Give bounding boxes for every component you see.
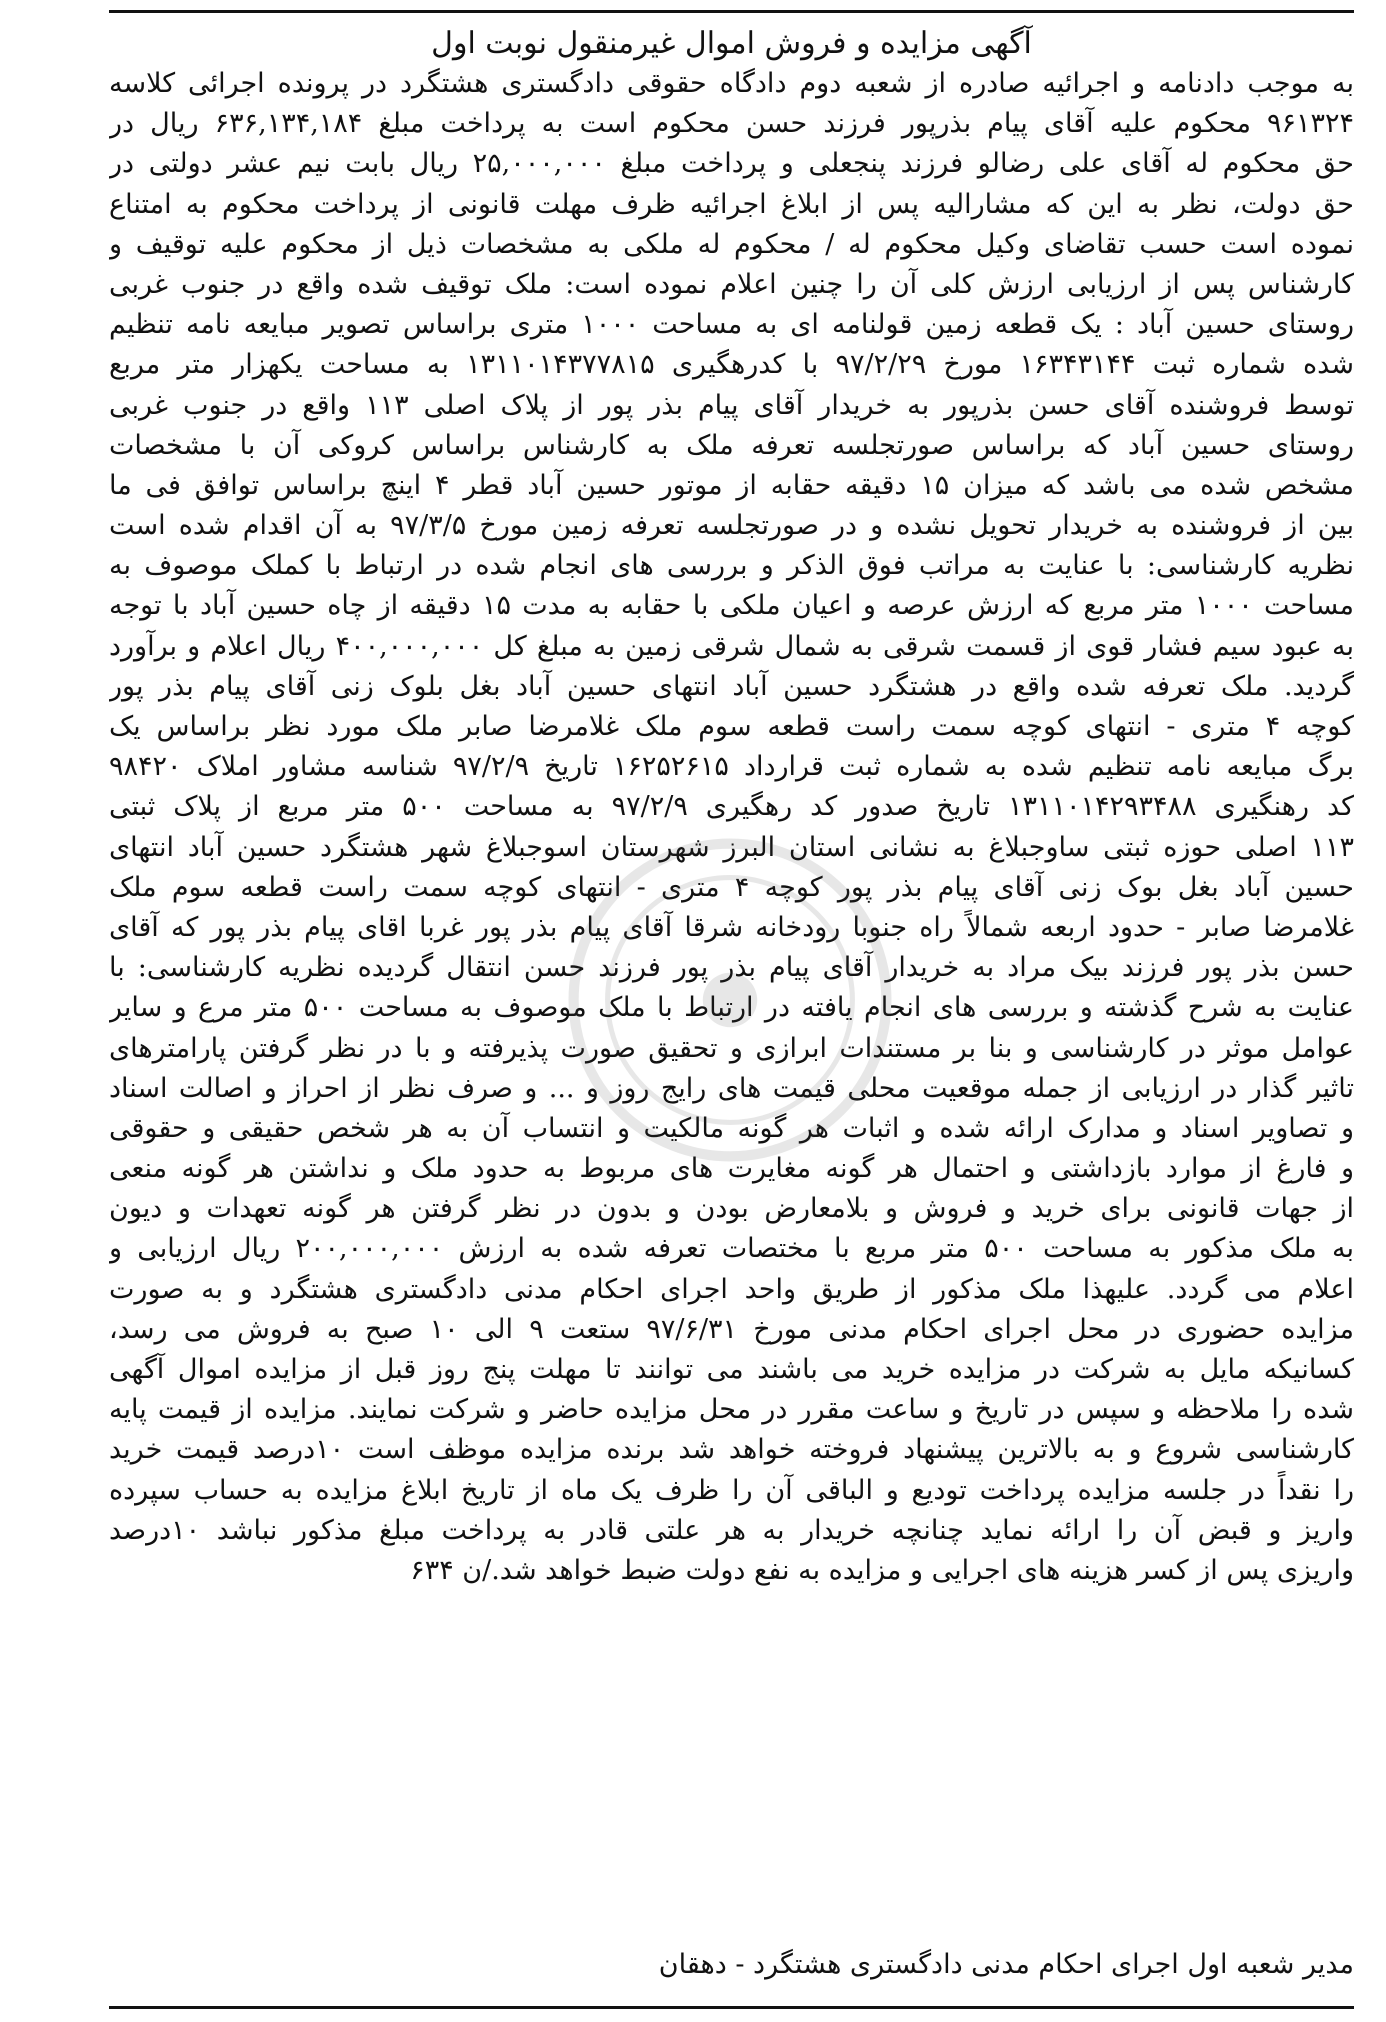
notice-line: غلامرضا صابر - حدود اربعه شمالاً راه جنوبا رودخانه شرقا آقای پیام بذر پور غربا اقای پیام بذر پور که آقای — [109, 911, 1354, 943]
notice-line: ۹۶۱۳۲۴ محکوم علیه آقای پیام بذرپور فرزند حسن محکوم است به پرداخت مبلغ ۶۳۶,۱۳۴,۱۸۴ ریال در — [109, 108, 1354, 140]
notice-body — [109, 64, 1354, 1591]
notice-line: مساحت ۱۰۰۰ متر مربع که ارزش عرصه و اعیان ملکی با حقابه به مدت ۱۵ دقیقه از چاه حسین آباد با توجه — [109, 590, 1354, 622]
notice-line: بین از فروشنده به خریدار تحویل نشده و در صورتجلسه تعرفه زمین مورخ ۹۷/۳/۵ به آن اقدام شده است — [109, 510, 1354, 542]
notice-title: آگهی مزایده و فروش اموال غیرمنقول نوبت اول — [431, 26, 1032, 61]
notice-line: توسط فروشنده آقای حسن بذرپور به خریدار آقای پیام بذر پور از پلاک اصلی ۱۱۳ واقع در جنوب غربی — [109, 389, 1354, 421]
notice-line: روستای حسین آباد که براساس صورتجلسه تعرفه ملک به کارشناس براساس کروکی آن با مشخصات — [109, 429, 1354, 461]
notice-line: حق محکوم له آقای علی رضالو فرزند پنجعلی و پرداخت مبلغ ۲۵,۰۰۰,۰۰۰ ریال بابت نیم عشر دولتی در — [109, 148, 1354, 180]
notice-line: کارشناسی شروع و به بالاترین پیشنهاد فروخته خواهد شد برنده مزایده موظف است ۱۰درصد قیمت خرید — [109, 1434, 1354, 1466]
bottom-rule — [109, 2006, 1354, 2009]
notice-line: نموده است حسب تقاضای وکیل محکوم له / محکوم له ملکی به مشخصات ذیل از محکوم علیه توقیف و — [109, 228, 1354, 260]
notice-line: حق دولت، نظر به این که مشارالیه پس از ابلاغ اجرائیه ظرف مهلت قانونی از پرداخت محکوم به امتناع — [109, 188, 1354, 220]
notice-line: به عبود سیم فشار قوی از قسمت شرقی به شمال شرقی زمین به مبلغ کل ۴۰۰,۰۰۰,۰۰۰ ریال اعلام و برآورد — [109, 630, 1354, 662]
auction-notice — [109, 0, 1354, 2022]
notice-line: حسین آباد بغل بوک زنی آقای پیام بذر پور کوچه ۴ متری - انتهای کوچه سمت راست قطعه سوم ملک — [109, 871, 1354, 903]
notice-line: کارشناس پس از ارزیابی ارزش کلی آن را چنین اعلام نموده است: ملک توقیف شده واقع در جنوب غربی — [109, 268, 1354, 300]
notice-line: کسانیکه مایل به شرکت در مزایده خرید می باشند می توانند تا مهلت پنج روز قبل از مزایده اموال آگهی — [109, 1354, 1354, 1385]
notice-signature: مدیر شعبه اول اجرای احکام مدنی دادگستری هشتگرد - دهقان — [658, 1949, 1354, 1980]
notice-line: شده شماره ثبت ۱۶۳۴۳۱۴۴ مورخ ۹۷/۲/۲۹ با کدرهگیری ۱۳۱۱۰۱۴۳۷۷۸۱۵ به مساحت یکهزار متر مربع — [109, 349, 1354, 381]
notice-line: مشخص شده می باشد که میزان ۱۵ دقیقه حقابه از موتور حسین آباد قطر ۴ اینچ براساس توافق فی ما — [109, 469, 1354, 501]
notice-line: عوامل موثر در کارشناسی و بنا بر مستندات ابرازی و تحقیق صورت پذیرفته و با در نظر گرفتن پارامترهای — [109, 1032, 1354, 1064]
notice-line: برگ مبایعه نامه تنظیم شده به شماره ثبت قرارداد ۱۶۲۵۲۶۱۵ تاریخ ۹۷/۲/۹ شناسه مشاور املاک ۹۸۴۲۰ — [109, 751, 1354, 783]
notice-line: را نقداً در جلسه مزایده پرداخت تودیع و الباقی آن را ظرف یک ماه از تاریخ ابلاغ مزایده به حساب سپرده — [109, 1474, 1354, 1506]
notice-line: مزایده حضوری در محل اجرای احکام مدنی مورخ ۹۷/۶/۳۱ ستعت ۹ الی ۱۰ صبح به فروش می رسد، — [109, 1313, 1354, 1345]
notice-line: حسن بذر پور فرزند بیک مراد به خریدار آقای پیام بذر پور فرزند حسن انتقال گردیده نظریه کارشناسی: با — [109, 952, 1354, 984]
notice-line: عنایت به شرح گذشته و بررسی های انجام یافته در ارتباط با ملک موصوف به مساحت ۵۰۰ متر مرع و سایر — [109, 992, 1354, 1024]
notice-line: و تصاویر اسناد و مدارک ارائه شده و اثبات هر گونه مالکیت و انتساب آن به هر شخص حقیقی و حقوقی — [109, 1112, 1354, 1144]
notice-line: گردید. ملک تعرفه شده واقع در هشتگرد حسین آباد انتهای حسین آباد بغل بلوک زنی آقای پیام بذر پور — [109, 670, 1354, 702]
notice-line: واریزی پس از کسر هزینه های اجرایی و مزایده به نفع دولت ضبط خواهد شد./ن ۶۳۴ — [410, 1554, 1354, 1586]
top-rule — [109, 10, 1354, 13]
notice-line: ۱۱۳ اصلی حوزه ثبتی ساوجبلاغ به نشانی استان البرز شهرستان اسوجبلاغ شهر هشتگرد حسین آباد انتهای — [109, 831, 1354, 863]
notice-line: از جهات قانونی برای خرید و فروش و بلامعارض بودن و بدون در نظر گرفتن هر گونه تعهدات و دیون — [109, 1193, 1354, 1225]
notice-line: شده را ملاحظه و سپس در تاریخ و ساعت مقرر در محل مزایده حاضر و شرکت نمایند. مزایده از قیمت پایه — [109, 1394, 1354, 1426]
notice-line: و فارغ از موارد بازداشتی و احتمال هر گونه مغایرت های مربوط به حدود ملک و نداشتن هر گونه منعی — [109, 1153, 1354, 1185]
notice-line: به موجب دادنامه و اجرائیه صادره از شعبه دوم دادگاه حقوقی دادگستری هشتگرد در پرونده اجرائی کلاسه — [109, 68, 1354, 99]
notice-line: تاثیر گذار در ارزیابی از جمله موقعیت محلی قیمت های رایج روز و ... و صرف نظر از احراز و اصالت اسناد — [109, 1072, 1354, 1104]
notice-line: واریز و قبض آن را ارائه نماید چنانچه خریدار به هر علتی قادر به پرداخت مبلغ مذکور نباشد ۱۰درصد — [109, 1514, 1354, 1546]
notice-line: کوچه ۴ متری - انتهای کوچه سمت راست قطعه سوم ملک غلامرضا صابر ملک مورد نظر براساس یک — [109, 711, 1354, 742]
notice-line: کد رهنگیری ۱۳۱۱۰۱۴۲۹۳۴۸۸ تاریخ صدور کد رهگیری ۹۷/۲/۹ به مساحت ۵۰۰ متر مربع از پلاک ثبتی — [109, 791, 1354, 823]
notice-line: روستای حسین آباد : یک قطعه زمین قولنامه ای به مساحت ۱۰۰۰ متری براساس تصویر مبایعه نامه تنظیم — [109, 309, 1354, 341]
notice-line: اعلام می گردد. علیهذا ملک مذکور از طریق واحد اجرای احکام مدنی دادگستری هشتگرد و به صورت — [109, 1273, 1354, 1305]
notice-line: به ملک مذکور به مساحت ۵۰۰ متر مربع با مختصات تعرفه شده به ارزش ۲۰۰,۰۰۰,۰۰۰ ریال ارزیابی و — [109, 1233, 1354, 1265]
notice-line: نظریه کارشناسی: با عنایت به مراتب فوق الذکر و بررسی های انجام شده در ارتباط با کملک موصوف به — [109, 550, 1354, 582]
